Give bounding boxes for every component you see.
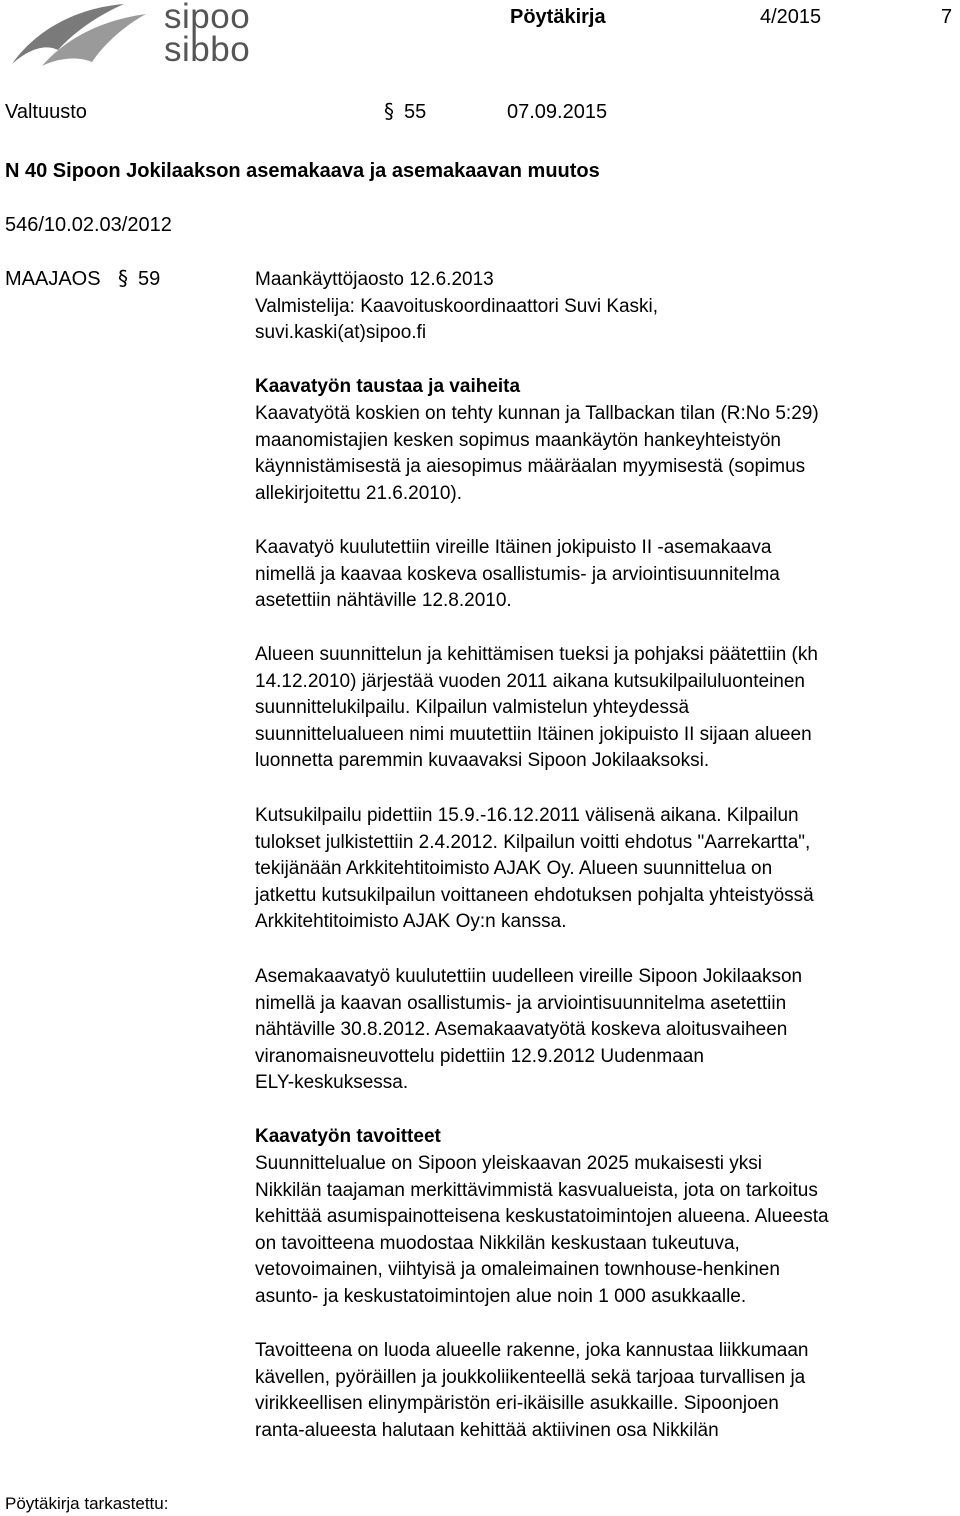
prep-details	[255, 267, 955, 347]
prep-line: Maankäyttöjaosto 12.6.2013	[255, 269, 494, 290]
text-line: asunto- ja keskustatoimintojen alue noin 1 000 asukkaalle.	[255, 1285, 747, 1307]
text-line: luonnetta paremmin kuvaavaksi Sipoon Jokilaaksoksi.	[255, 750, 710, 771]
page-number: 7	[941, 6, 953, 28]
text-line: nimellä ja kaavan osallistumis- ja arviointisuunnitelma asetettiin	[255, 992, 787, 1014]
text-line: Suunnittelualue on Sipoon yleiskaavan 2025 mukaisesti yksi	[255, 1153, 762, 1174]
text-line: Arkkitehtitoimisto AJAK Oy:n kanssa.	[255, 911, 567, 932]
text-line: virikkeellisen elinympäristön eri-ikäisille asukkaille. Sipoonjoen	[255, 1393, 779, 1414]
text-line: maanomistajien kesken sopimus maankäytön hankeyhteistyön	[255, 429, 781, 451]
text-line: tulokset julkistettiin 2.4.2012. Kilpailun voitti ehdotus "Aarrekartta",	[255, 831, 811, 853]
text-line: Nikkilän taajaman merkittävimmistä kasvualueista, jota on tarkoitus	[255, 1179, 818, 1201]
item-title: N 40 Sipoon Jokilaakson asemakaava ja asemakaavan muutos	[5, 160, 600, 182]
logo-line-sibbo: sibbo	[164, 30, 251, 69]
text-line: jatkettu kutsukilpailun voittaneen ehdotuksen pohjalta yhteistyössä	[255, 884, 814, 906]
meeting-date: 07.09.2015	[507, 101, 608, 123]
meeting-body: Valtuusto	[5, 101, 87, 123]
paragraph-4	[255, 803, 955, 936]
text-line: on tavoitteena muodostaa Nikkilän keskustaan tukeutuva,	[255, 1232, 740, 1254]
paragraph-3	[255, 642, 955, 775]
logo-wordmark	[164, 0, 251, 69]
text-line: ranta-alueesta halutaan kehittää aktiivinen osa Nikkilän	[255, 1419, 719, 1441]
text-line: ELY-keskuksessa.	[255, 1072, 409, 1093]
footer-checked-label: Pöytäkirja tarkastettu:	[5, 1494, 169, 1513]
text-line: allekirjoitettu 21.6.2010).	[255, 482, 463, 504]
logo-line-sipoo: sipoo	[164, 0, 251, 36]
section-number: 55	[404, 101, 427, 123]
text-line: nimellä ja kaavaa koskeva osallistumis- ja arviointisuunnitelma	[255, 563, 780, 585]
prep-section-sign: §	[118, 266, 128, 290]
text-line: 14.12.2010) järjestää vuoden 2011 aikana kutsukilpailuluonteinen	[255, 670, 805, 692]
text-line: käynnistämisestä ja aiesopimus määräalan myymisestä (sopimus	[255, 456, 806, 477]
text-line: Kaavatyötä koskien on tehty kunnan ja Tallbackan tilan (R:No 5:29)	[255, 403, 819, 424]
doc-number: 4/2015	[760, 6, 822, 28]
doc-type: Pöytäkirja	[510, 6, 606, 28]
heading-background: Kaavatyön taustaa ja vaiheita	[255, 376, 521, 397]
text-line: asetettiin nähtäville 12.8.2010.	[255, 590, 512, 611]
prep-line: suvi.kaski(at)sipoo.fi	[255, 322, 427, 343]
text-line: suunnittelukilpailu. Kilpailun valmistelun yhteydessä	[255, 697, 690, 718]
prep-label: MAAJAOS	[5, 268, 101, 290]
prep-line: Valmistelija: Kaavoituskoordinaattori Suvi Kaski,	[255, 295, 659, 317]
text-line: kehittää asumispainotteisena keskustatoimintojen alueena. Alueesta	[255, 1206, 829, 1227]
logo-swoosh-icon	[6, 0, 156, 72]
text-line: Asemakaavatyö kuulutettiin uudelleen vireille Sipoon Jokilaakson	[255, 966, 803, 987]
text-line: Kaavatyö kuulutettiin vireille Itäinen jokipuisto II -asemakaava	[255, 537, 772, 558]
diary-number: 546/10.02.03/2012	[5, 214, 172, 236]
text-line: Kutsukilpailu pidettiin 15.9.-16.12.2011 välisenä aikana. Kilpailun	[255, 805, 799, 826]
text-line: suunnittelualueen nimi muutettiin Itäinen jokipuisto II sijaan alueen	[255, 723, 812, 745]
text-line: nähtäville 30.8.2012. Asemakaavatyötä koskeva aloitusvaiheen	[255, 1019, 788, 1040]
heading-goals: Kaavatyön tavoitteet	[255, 1126, 441, 1147]
paragraph-1	[255, 401, 955, 507]
text-line: Alueen suunnittelun ja kehittämisen tueksi ja pohjaksi päätettiin (kh	[255, 644, 818, 665]
paragraph-7	[255, 1338, 955, 1444]
sipoo-sibbo-logo	[6, 0, 256, 72]
text-line: kävellen, pyöräillen ja joukkoliikenteellä sekä tarjoaa turvallisen ja	[255, 1366, 806, 1388]
text-line: vetovoimainen, viihtyisä ja omaleimainen townhouse-henkinen	[255, 1259, 780, 1280]
paragraph-5	[255, 964, 955, 1097]
text-line: Tavoitteena on luoda alueelle rakenne, joka kannustaa liikkumaan	[255, 1340, 809, 1361]
text-line: viranomaisneuvottelu pidettiin 12.9.2012 Uudenmaan	[255, 1045, 704, 1067]
section-sign: §	[384, 99, 394, 123]
paragraph-2	[255, 535, 955, 615]
text-line: tekijänään Arkkitehtitoimisto AJAK Oy. Alueen suunnittelua on	[255, 858, 773, 879]
paragraph-6	[255, 1151, 955, 1310]
prep-section-number: 59	[138, 268, 161, 290]
